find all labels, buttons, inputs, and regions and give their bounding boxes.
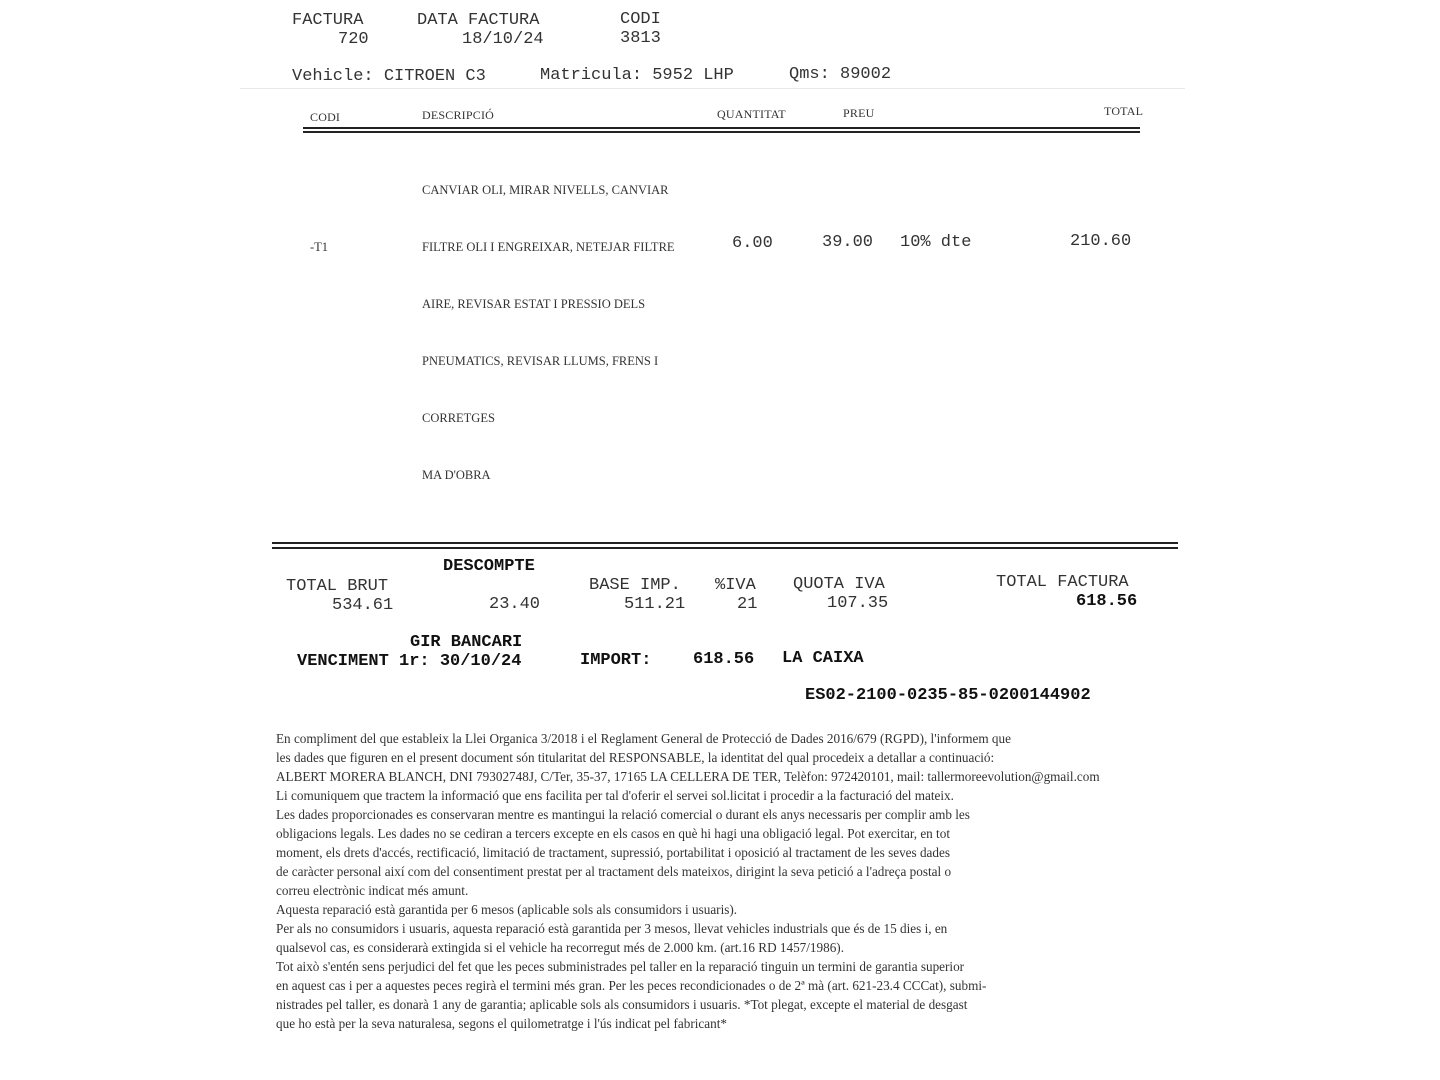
row-description-line: CANVIAR OLI, MIRAR NIVELLS, CANVIAR [422, 183, 669, 197]
col-header-total: TOTAL [1104, 104, 1144, 118]
legal-line: les dades que figuren en el present document són titularitat del RESPONSABLE, la identitat del qual procedeix a detallar a continuació: [276, 750, 995, 765]
col-header-quantitat: QUANTITAT [717, 107, 786, 121]
codi-value: 3813 [620, 29, 661, 48]
legal-line: En compliment del que estableix la Llei Organica 3/2018 i el Reglament General de Protecció de Dades 2016/679 (RGPD), l'informem que [276, 731, 1011, 746]
iban: ES02-2100-0235-85-0200144902 [805, 686, 1091, 705]
legal-line: correu electrònic indicat més amunt. [276, 883, 469, 898]
row-description-line: MA D'OBRA [422, 468, 491, 482]
legal-line: qualsevol cas, es considerarà extingida si el vehicle ha recorregut més de 2.000 km. (art.16 RD 1457/1986). [276, 940, 844, 955]
venciment: VENCIMENT 1r: 30/10/24 [297, 652, 522, 671]
total-factura-value: 618.56 [1076, 592, 1138, 611]
descompte-label: DESCOMPTE [443, 557, 535, 576]
vehicle-info: Vehicle: CITROEN C3 [292, 67, 486, 86]
base-imp-value: 511.21 [624, 595, 686, 614]
row-description-line: FILTRE OLI I ENGREIXAR, NETEJAR FILTRE [422, 240, 675, 254]
faint-divider [240, 88, 1185, 89]
iva-value: 21 [737, 595, 758, 614]
legal-line: Les dades proporcionades es conservaran mentre es mantingui la relació comercial o durant els anys necessaris per complir amb les [276, 807, 970, 822]
table-header-rule-top [303, 127, 1140, 129]
total-brut-value: 534.61 [332, 596, 394, 615]
totals-rule-top [272, 542, 1178, 544]
iva-label: %IVA [715, 576, 756, 595]
row-total: 210.60 [1070, 232, 1132, 251]
factura-label: FACTURA [292, 11, 364, 30]
total-brut-label: TOTAL BRUT [286, 577, 389, 596]
legal-notice [276, 729, 1100, 1033]
row-description-line: CORRETGES [422, 411, 495, 425]
legal-line: moment, els drets d'accés, rectificació, limitació de tractament, supressió, portabilitat i oposició al tractament de les seves dades [276, 845, 950, 860]
legal-line: Tot això s'entén sens perjudici del fet que les peces subministrades pel taller en la reparació tinguin un termini de garantia superior [276, 959, 965, 974]
matricula-info: Matricula: 5952 LHP [540, 66, 734, 85]
legal-line: nistrades pel taller, es donarà 1 any de garantia; aplicable sols als consumidors i usuaris. *Tot plegat, excepte el material de desgast [276, 997, 968, 1012]
payment-method: GIR BANCARI [410, 633, 523, 652]
legal-line: obligacions legals. Les dades no se cediran a tercers excepte en els casos en què hi hagi una obligació legal. Pot exercitar, en tot [276, 826, 950, 841]
legal-line: que ho està per la seva naturalesa, segons el quilometratge i l'ús indicat pel fabricant* [276, 1016, 727, 1031]
row-preu: 39.00 [822, 233, 874, 252]
total-factura-label: TOTAL FACTURA [996, 573, 1129, 592]
import-value: 618.56 [693, 650, 755, 669]
legal-line: en aquest cas i per a aquestes peces regirà el termini més gran. Per les peces recondicionades o de 2ª mà (art. 621-23.4 CCCat), submi- [276, 978, 987, 993]
bank-name: LA CAIXA [782, 649, 864, 668]
legal-line: ALBERT MORERA BLANCH, DNI 79302748J, C/Ter, 35-37, 17165 LA CELLERA DE TER, Telèfon: 972420101, mail: tallermoreevolution@gmail.com [276, 769, 1100, 784]
quota-iva-label: QUOTA IVA [793, 575, 885, 594]
col-header-preu: PREU [843, 106, 875, 120]
totals-rule-bottom [272, 547, 1178, 549]
legal-line: Li comuniquem que tractem la informació que ens facilita per tal d'oferir el servei sol.licitat i procedir a la facturació del mateix. [276, 788, 954, 803]
data-factura-label: DATA FACTURA [417, 11, 540, 30]
data-factura-value: 18/10/24 [462, 30, 544, 49]
row-quantitat: 6.00 [732, 234, 773, 253]
factura-number: 720 [338, 30, 369, 49]
codi-label: CODI [620, 10, 661, 29]
row-description-line: AIRE, REVISAR ESTAT I PRESSIO DELS [422, 297, 646, 311]
row-discount: 10% dte [900, 233, 972, 252]
row-codi: -T1 [310, 240, 329, 254]
legal-line: Per als no consumidors i usuaris, aquesta reparació està garantida per 3 mesos, llevat vehicles industrials que és de 15 dies i, en [276, 921, 948, 936]
legal-line: de caràcter personal així com del consentiment prestat per al tractament dels mateixos, dirigint la seva petició a l'adreça postal o [276, 864, 952, 879]
col-header-descripcio: DESCRIPCIÓ [422, 108, 495, 122]
import-label: IMPORT: [580, 651, 652, 670]
qms-info: Qms: 89002 [789, 65, 892, 84]
descompte-value: 23.40 [489, 595, 541, 614]
base-imp-label: BASE IMP. [589, 576, 681, 595]
legal-line: Aquesta reparació està garantida per 6 mesos (aplicable sols als consumidors i usuaris). [276, 902, 738, 917]
row-description [422, 143, 675, 523]
table-header-rule-bottom [303, 131, 1140, 133]
quota-iva-value: 107.35 [827, 594, 889, 613]
row-description-line: PNEUMATICS, REVISAR LLUMS, FRENS I [422, 354, 659, 368]
col-header-codi: CODI [310, 110, 341, 124]
